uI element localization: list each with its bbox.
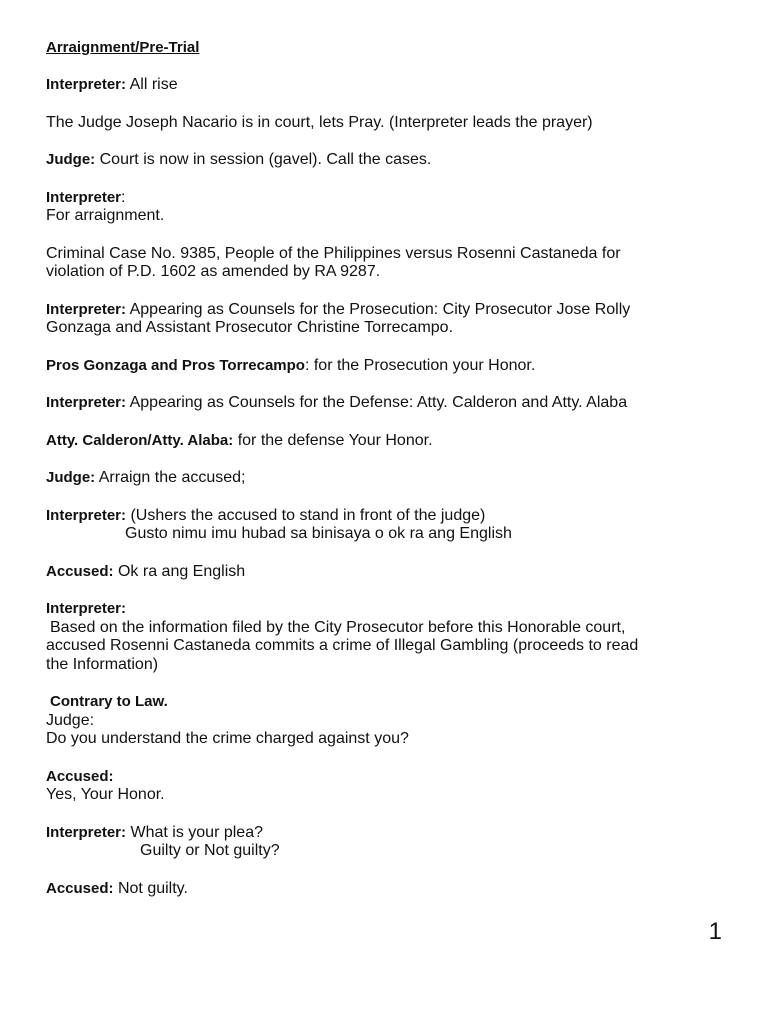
paragraph-text: : [121,188,126,206]
document-title: Arraignment/Pre-Trial [46,39,200,56]
paragraph-text: Arraign the accused; [95,469,246,486]
paragraph-prosecution-counsels [46,301,726,338]
paragraph-line: For arraignment. [46,207,165,224]
speaker-label: Interpreter: [46,506,127,524]
speaker-label: Accused: [46,879,114,897]
paragraph-ushers-accused [46,507,726,544]
paragraph-text: for the defense Your Honor. [233,431,433,449]
paragraph-text: (Ushers the accused to stand in front of the judge) [126,506,486,524]
paragraph-accused-yes [46,768,726,805]
paragraph-line: Based on the information filed by the City Prosecutor before this Honorable court, [50,618,626,636]
paragraph-text: What is your plea? [126,823,263,841]
paragraph-contrary-to-law [46,693,726,749]
paragraph-plea-question [46,824,726,861]
paragraph-defense-counsels [46,394,726,413]
paragraph-interpreter-all-rise [46,76,726,95]
paragraph-judge-session [46,151,726,170]
paragraph-text: The Judge Joseph Nacario is in court, lets Pray. (Interpreter leads the prayer) [46,113,593,131]
paragraph-accused-language [46,563,726,582]
paragraph-text: Appearing as Counsels for the Defense: Atty. Calderon and Atty. Alaba [126,394,628,411]
paragraph-line: Gonzaga and Assistant Prosecutor Christine Torrecampo. [46,319,454,336]
paragraph-arraign-accused [46,469,726,488]
speaker-label: Interpreter: [46,300,127,318]
paragraph-text: Appearing as Counsels for the Prosecution: City Prosecutor Jose Rolly [126,300,631,318]
paragraph-line: the Information) [46,655,159,673]
paragraph-judge-in-court [46,114,726,133]
speaker-label: Interpreter: [46,600,127,617]
speaker-label: Judge: [46,469,96,486]
paragraph-line: violation of P.D. 1602 as amended by RA 9287. [46,263,381,280]
speaker-label: Pros Gonzaga and Pros Torrecampo [46,356,305,374]
paragraph-text: All rise [126,76,178,93]
speaker-label: Interpreter: [46,76,127,93]
paragraph-line: Guilty or Not guilty? [140,842,280,859]
paragraph-for-arraignment [46,189,726,226]
paragraph-line: Yes, Your Honor. [46,786,165,803]
paragraph-text: Not guilty. [113,879,188,897]
paragraph-text: Ok ra ang English [113,562,246,580]
paragraph-information-read [46,600,726,674]
speaker-label: Accused: [46,562,114,580]
speaker-label: Interpreter: [46,394,127,411]
speaker-label: Interpreter [46,188,122,206]
page-number: 1 [708,918,722,945]
speaker-label: Judge: [46,151,96,168]
paragraph-criminal-case [46,245,726,282]
paragraph-line: accused Rosenni Castaneda commits a crime of Illegal Gambling (proceeds to read [46,637,639,654]
document-page [46,38,726,917]
speaker-label: Accused: [46,767,114,785]
speaker-label: Contrary to Law. [50,693,168,710]
paragraph-line: Gusto nimu imu hubad sa binisaya o ok ra ang English [125,525,512,542]
paragraph-text: : for the Prosecution your Honor. [304,356,536,374]
speaker-label: Interpreter: [46,823,127,841]
paragraph-line: Criminal Case No. 9385, People of the Philippines versus Rosenni Castaneda for [46,244,621,262]
paragraph-line: Judge: [46,711,95,729]
paragraph-not-guilty [46,880,726,899]
paragraph-line: Do you understand the crime charged against you? [46,730,409,747]
speaker-label: Atty. Calderon/Atty. Alaba: [46,431,234,449]
paragraph-text: Court is now in session (gavel). Call the cases. [95,151,432,168]
paragraph-pros-response [46,357,726,376]
paragraph-defense-response [46,432,726,451]
